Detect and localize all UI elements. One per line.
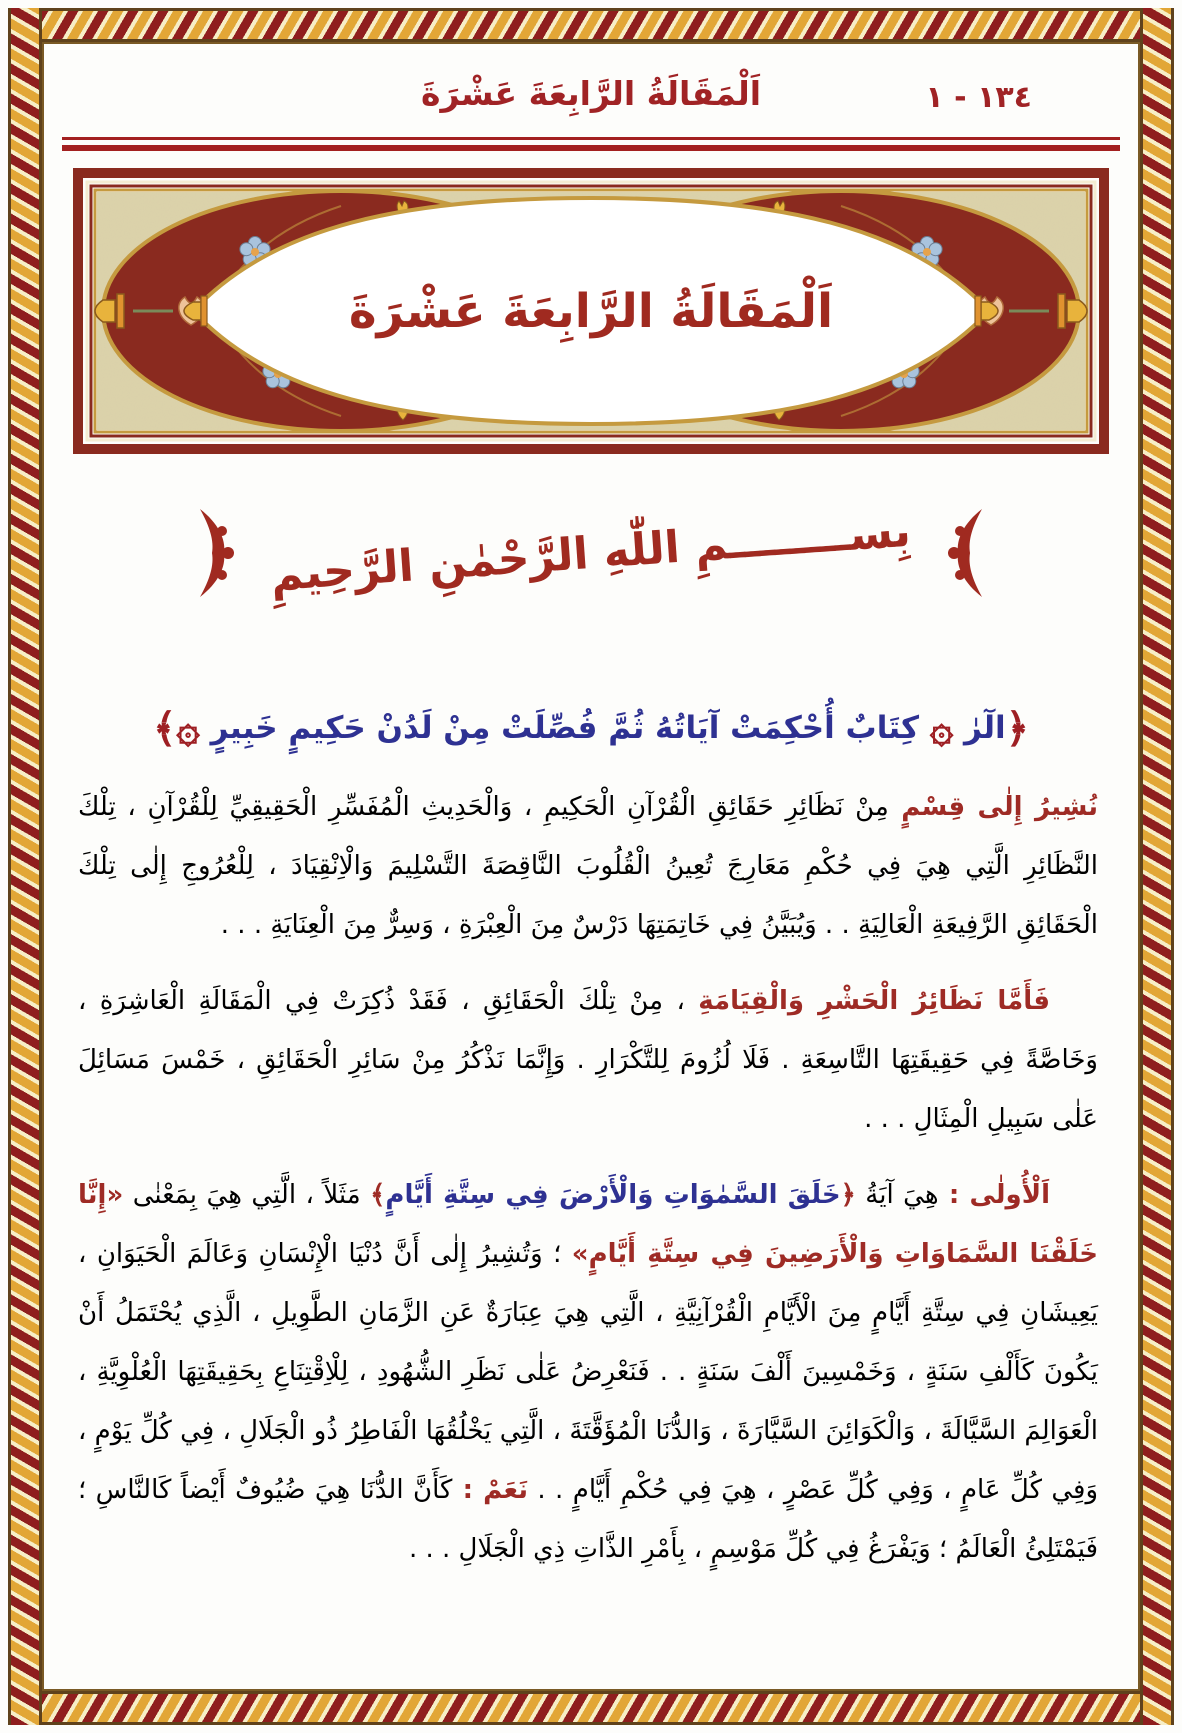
- text-segment: ۞﴾: [152, 706, 200, 752]
- page-number: ١٣٤ - ١: [925, 80, 1032, 115]
- text-segment: كِتَابٌ أُحْكِمَتْ آيَاتُهُ ثُمَّ فُصِّلَتْ مِنْ لَدُنْ حَكِيمٍ خَبِيرٍ: [199, 710, 930, 746]
- text-segment: ۞: [929, 706, 954, 752]
- text-segment: ؛ وَتُشِيرُ إِلٰى أَنَّ دُنْيَا الْإِنْسَانِ وَعَالَمَ الْحَيَوَانِ ، يَعِيشَانِ فِي سِتَّةِ أَيَّامٍ مِنَ الْأَيَّامِ الْقُرْآنِيَّةِ ، الَّتِي هِيَ عِبَارَةٌ عَنِ الزَّمَانِ الطَّوِيلِ ، الَّذِي يُحْتَمَلُ أَنْ يَكُونَ كَأَلْفِ سَنَةٍ ، وَخَمْسِينَ أَلْفَ سَنَةٍ . . فَنَعْرِضُ عَلٰى نَظَرِ الشُّهُودِ ، لِلْاِقْتِنَاعِ بِحَقِيقَتِهَا الْعُلْوِيَّةِ ، الْعَوَالِمَ السَّيَّالَةَ ، وَالْكَوَائِنَ السَّيَّارَةَ ، وَالدُّنَا الْمُؤَقَّتَةَ ، الَّتِي يَخْلُقُهَا الْفَاطِرُ ذُو الْجَلَالِ ، فِي كُلِّ يَوْمٍ ، وَفِي كُلِّ عَامٍ ، وَفِي كُلِّ عَصْرٍ ، هِيَ فِي حُكْمِ أَيَّامٍ . .: [78, 1239, 1099, 1505]
- panel-title: اَلْمَقَالَةُ الرَّابِعَةَ عَشْرَةَ: [348, 283, 834, 339]
- header-rule-thick: [62, 145, 1120, 151]
- text-segment: فَأَمَّا نَظَائِرُ الْحَشْرِ وَالْقِيَامَةِ: [698, 986, 1050, 1016]
- text-segment: كَأَنَّ الدُّنَا هِيَ ضُيُوفٌ أَيْضاً كَالنَّاسِ ؛ فَيَمْتَلِئُ الْعَالَمُ ؛ وَيَفْرَغُ فِي كُلِّ مَوْسِمٍ ، بِأَمْرِ الذَّاتِ ذِي الْجَلَالِ . . .: [78, 1475, 1098, 1564]
- illuminated-title-panel: [73, 168, 1109, 454]
- text-segment: ﴾: [370, 1180, 386, 1210]
- text-segment: خَلَقَ السَّمٰوَاتِ وَالْأَرْضَ فِي سِتَّةِ أَيَّامٍ: [385, 1180, 841, 1210]
- text-segment: نُشِيرُ إِلٰى قِسْمٍ: [888, 792, 1098, 822]
- text-segment: نَعَمْ :: [452, 1475, 528, 1505]
- border-chain-top: [8, 8, 1174, 42]
- border-chain-right: [1140, 8, 1174, 1725]
- body-text: [78, 778, 1098, 1596]
- text-segment: ، مِنْ تِلْكَ الْحَقَائِقِ ، فَقَدْ ذُكِرَتْ فِي الْمَقَالَةِ الْعَاشِرَةِ ، وَخَاصَّةً فِي حَقِيقَتِهَا التَّاسِعَةِ . فَلَا لُزُومَ لِلتَّكْرَارِ . وَإِنَّمَا نَذْكُرُ مِنْ سَائِرِ الْحَقَائِقِ ، خَمْسَ مَسَائِلَ عَلٰى سَبِيلِ الْمِثَالِ . . .: [78, 986, 1098, 1134]
- body-paragraph: [78, 778, 1098, 955]
- bismillah-text: بِســــــــمِ اللّٰهِ الرَّحْمٰنِ الرَّحِيمِ: [269, 505, 913, 601]
- text-segment: «إِنَّا خَلَقْنَا السَّمَاوَاتِ وَالْأَرَضِينَ فِي سِتَّةِ أَيَّامٍ»: [78, 1180, 1099, 1269]
- quran-verse: [40, 688, 1142, 769]
- running-head-title: اَلْمَقَالَةُ الرَّابِعَةَ عَشْرَةَ: [420, 74, 762, 113]
- body-paragraph: [78, 1166, 1098, 1579]
- text-segment: مِنْ نَظَائِرِ حَقَائِقِ الْقُرْآنِ الْحَكِيمِ ، وَالْحَدِيثِ الْمُفَسِّرِ الْحَقِيقِيِّ لِلْقُرْآنِ ، تِلْكَ النَّظَائِرِ الَّتِي هِيَ فِي حُكْمِ مَعَارِجَ تُعِينُ الْقُلُوبَ النَّاقِصَةَ التَّسْلِيمَ وَالْاِنْقِيَادَ ، لِلْعُرُوجِ إِلٰى تِلْكَ الْحَقَائِقِ الرَّفِيعَةِ الْعَالِيَةِ . . وَيُبَيَّنُ فِي خَاتِمَتِهَا دَرْسٌ مِنَ الْعِبْرَةِ ، وَسِرٌّ مِنَ الْعِنَايَةِ . . .: [78, 792, 1098, 940]
- body-paragraph: [78, 972, 1098, 1149]
- panel-ornament-graphic: [73, 168, 1109, 454]
- border-chain-bottom: [8, 1691, 1174, 1725]
- bismillah-block: [0, 498, 1182, 608]
- bismillah-ornament-left-icon: [192, 505, 236, 601]
- border-chain-left: [8, 8, 42, 1725]
- bismillah-ornament-right-icon: [946, 505, 990, 601]
- text-segment: هِيَ آيَةُ: [855, 1180, 939, 1210]
- header-double-rule: [62, 137, 1120, 151]
- text-segment: مَثَلاً ، الَّتِي هِيَ بِمَعْنٰى: [123, 1180, 371, 1210]
- text-segment: ﴿: [1005, 706, 1030, 752]
- text-segment: اَلْأُولٰى :: [938, 1180, 1050, 1210]
- text-segment: الٓرٰ: [953, 710, 1006, 746]
- text-segment: ﴿: [840, 1180, 856, 1210]
